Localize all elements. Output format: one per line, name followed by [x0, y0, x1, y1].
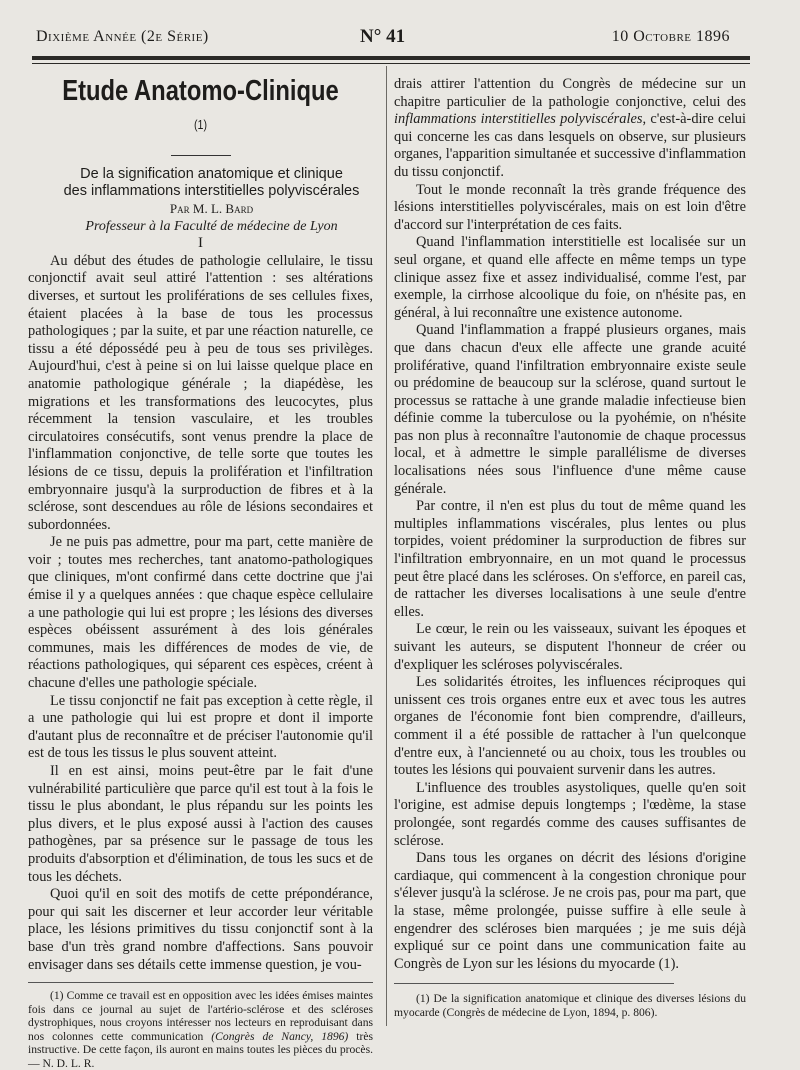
column-divider — [386, 66, 387, 1026]
paragraph: Quand l'inflammation interstitielle est localisée sur un seul organe, et quand elle affecte en même temps un type clinique assez fixe et assez individualisé, comme l'est, par exemple, la cirrhose alcoolique du foie, on n'hésite pas, en général, à lui reconnaître une existence autonome. — [394, 234, 746, 321]
paragraph: L'influence des troubles asystoliques, quelle qu'en soit l'origine, est admise depuis longtemps ; l'œdème, la stase prolongée, sont regardés comme des causes suffisantes de sclérose. — [394, 779, 746, 849]
paragraph: Quoi qu'il en soit des motifs de cette prépondérance, pour qui sait les discerner et leur accorder leur véritable place, les lésions primitives du tissu conjonctif sont à la base d'un très grand nombre d'affections. Sans pouvoir envisager dans ses détails cette immense question, je vou- — [28, 886, 373, 973]
paragraph: Dans tous les organes on décrit des lésions d'origine cardiaque, qui commencent à la congestion chronique pour s'élever jusqu'à la sclérose. Je ne crois pas, pour ma part, que la stase, même prolongée, puisse suffire à elle seule à engendrer des scléroses bien marquées ; je me suis déjà expliqué sur ce point dans une communication faite au Congrès de Lyon sur les lésions du myocarde (1). — [394, 850, 746, 972]
paragraph-text-end: , c'est-à-dire celui qui concerne les cas dans lesquels on observe, sur plusieurs organes, l'apparition simultanée et successive d'inflammation du tissu conjonctif. — [394, 111, 746, 180]
header-edition: Dixième Année (2e Série) — [36, 28, 209, 45]
editor-footnote — [28, 989, 373, 1070]
header-rule-thin — [32, 63, 750, 64]
section-number: I — [198, 235, 203, 252]
left-column — [28, 74, 373, 1070]
paragraph: Quand l'inflammation a frappé plusieurs organes, mais que dans chacun d'eux elle affecte une grande acuité proliférative, quand l'infiltration embryonnaire existe seule ou prédomine de beaucoup sur la sclérose, quand surtout le processus se rattache à une grande maladie infectieuse bien définie comme la tuberculose ou la pyohémie, on n'hésite pas non plus à reconnaître l'autonomie de chaque processus local, et à admettre le simple parallélisme de diverses localisations nées sous l'influence d'une même cause générale. — [394, 322, 746, 497]
paragraph: Les solidarités étroites, les influences réciproques qui unissent ces trois organes entre eux et avec tous les autres organes de l'économie font bien comprendre, d'ailleurs, comment il a été possible de rattacher à l'un quelconque d'entre eux, à l'ancienneté ou au choix, tous les troubles ou toutes les lésions qui pouvaient survenir dans les autres. — [394, 674, 746, 779]
paragraph: Je ne puis pas admettre, pour ma part, cette manière de voir ; toutes mes recherches, tant anatomo-pathologiques que cliniques, m'ont confirmé dans cette doctrine que j'ai émise il y a quelques années : que chaque espèce cellulaire a une pathologie qui lui est propre ; les lésions des diverses espèces obéissent assurément à des lois générales communes, mais les différences de modes de vie, de réactions pathologiques, qui séparent ces espèces, créent à chacune d'elles une pathologie spéciale. — [28, 534, 373, 692]
author-byline: Par M. L. Bard — [169, 201, 254, 216]
footnote-text: (1) Comme ce travail est en opposition avec les idées émises maintes fois dans ce journal au sujet de l'artério-sclérose et des scléroses dystrophiques, nous croyons intéresser nos lecteurs en reproduisant dans nos colonnes cette communication — [28, 989, 373, 1043]
article-title-text: Etude Anatomo-Clinique — [62, 75, 339, 107]
paragraph-continued — [394, 76, 746, 182]
paragraph-text: drais attirer l'attention du Congrès de médecine sur un chapitre particulier de la pathologie conjonctive, celui des — [394, 76, 746, 110]
author-affiliation: Professeur à la Faculté de médecine de Lyon — [85, 218, 338, 234]
footnote-citation: (Congrès de Nancy, 1896) — [211, 1029, 349, 1043]
article-subtitle-2: des inflammations interstitielles polyviscérales — [63, 183, 360, 199]
footnote-rule — [394, 983, 674, 984]
article-subtitle-1: De la signification anatomique et clinique — [80, 166, 343, 182]
footnote-text-end: très instructive. De cette façon, ils auront en mains toutes les pièces du procès. — N. D. L. R. — [28, 1029, 374, 1070]
title-rule — [171, 155, 231, 156]
paragraph: Le tissu conjonctif ne fait pas exception à cette règle, il a une pathologie qui lui est propre et dont il importe d'autant plus de reconnaître et de préciser l'autonomie qu'il est de tous les tissus le plus souvent atteint. — [28, 692, 373, 762]
header-rule-thick — [32, 56, 750, 60]
paragraph: Tout le monde reconnaît la très grande fréquence des lésions interstitielles polyviscérales, mais on est loin d'être d'accord sur l'interprétation de ces faits. — [394, 181, 746, 233]
paragraph: Le cœur, le rein ou les vaisseaux, suivant les époques et suivant les auteurs, se disputent l'honneur de créer ou d'expliquer les scléroses polyviscérales. — [394, 621, 746, 673]
paragraph: Par contre, il n'en est plus du tout de même quand les multiples inflammations viscérales, plus lentes ou plus torpides, voient prédominer la surproduction de fibres sur l'infiltration embryonnaire, en un mot quand le processus peut être placé dans les scléroses. On s'efforce, en pareil cas, de rattacher les diverses localisations à une seule d'entre elles. — [394, 498, 746, 620]
paragraph-italic-term: inflammations interstitielles polyviscérales — [394, 111, 643, 128]
header-date: 10 Octobre 1896 — [611, 28, 730, 45]
running-header — [36, 26, 730, 50]
right-column — [394, 76, 746, 1019]
paragraph: Il en est ainsi, moins peut-être par le fait d'une vulnérabilité particulière que parce qu'il est tout à la fois le tissu le plus abondant, le plus répandu sur les points les plus divers, et le plus exposé aussi à l'action des causes pathogènes, par sa présence sur le passage de tous les produits d'absorption et d'élimination, de tous les sucs et de tous les déchets. — [28, 763, 373, 885]
article-title — [59, 74, 342, 149]
footnote-rule — [28, 982, 373, 983]
left-body-text — [28, 253, 373, 974]
paragraph: Au début des études de pathologie cellulaire, le tissu conjonctif avait seul attiré l'attention : ses altérations diverses, et surtout les proliférations de ses cellules fixes, étaient placées à la base de tous les processus pathologiques ; par la suite, et par une réaction naturelle, ce tissu a été dépossédé peu à peu de tous ses privilèges. Aujourd'hui, c'est à peine si on lui laisse quelque place en anatomie pathologique générale ; la diapédèse, les migrations et les transformations des leucocytes, plus récemment la tension vasculaire, et les troubles circulatoires consécutifs, sont venus prendre la place de l'inflammation conjonctive, de telle sorte que toutes les lésions de ce tissu, depuis la prolifération et l'infiltration embryonnaire jusqu'à la surproduction de fibres et à la sclérose, sont descendues au rôle de lésions secondaires et subordonnées. — [28, 252, 373, 533]
header-issue-number: N° 41 — [360, 26, 406, 47]
title-note-mark: (1) — [193, 117, 208, 132]
author-footnote: (1) De la signification anatomique et clinique des diverses lésions du myocarde (Congrès de médecine de Lyon, 1894, p. 806). — [394, 992, 746, 1019]
